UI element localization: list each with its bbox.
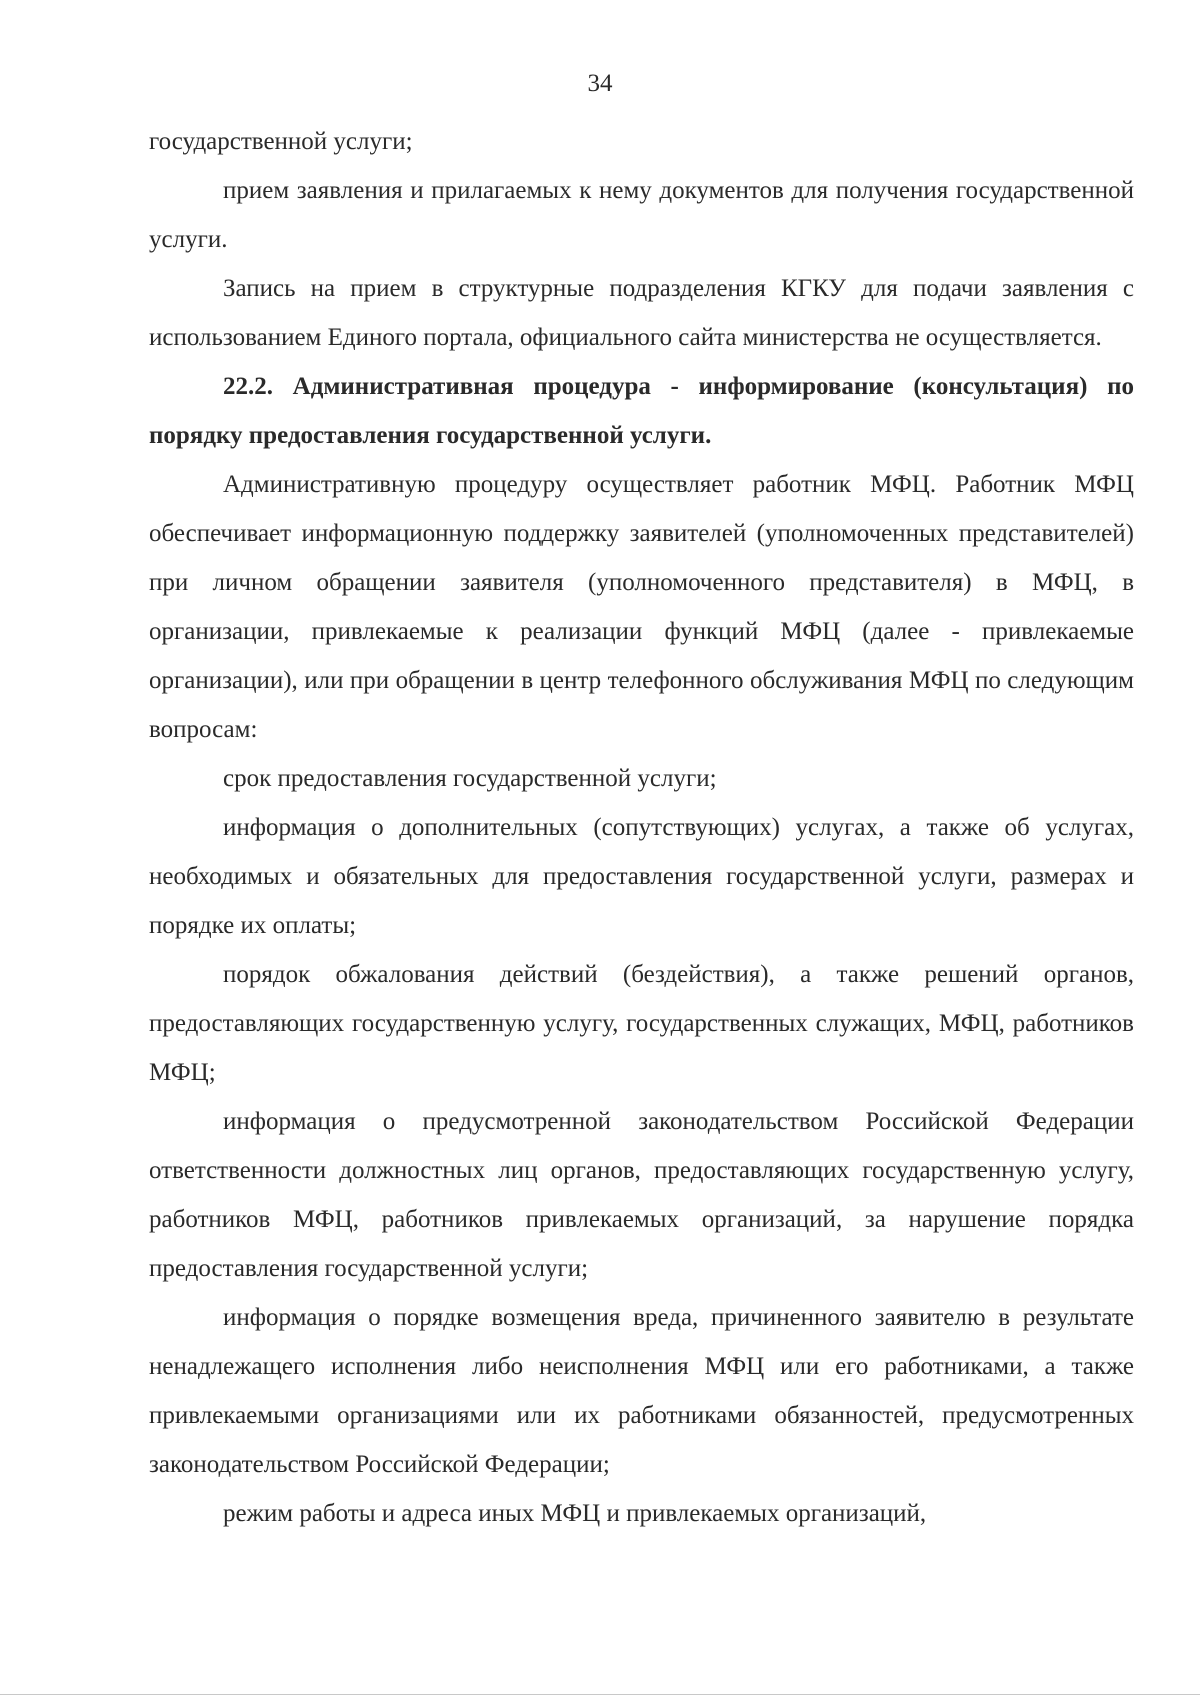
list-item-damages-compensation: информация о порядке возмещения вреда, причиненного заявителю в результате ненадлежащего исполнения либо неисполнения МФЦ или его работниками, а также привлекаемыми организациями или их работниками обязанностей, предусмотренных законодательством Российской Федерации; <box>149 1304 1134 1478</box>
list-item-working-hours: режим работы и адреса иных МФЦ и привлекаемых организаций, <box>223 1500 927 1527</box>
paragraph-appointment-note: Запись на прием в структурные подразделения КГКУ для подачи заявления с использованием Единого портала, официального сайта министерства не осуществляется. <box>149 275 1134 351</box>
paragraph-continuation: государственной услуги; <box>149 128 413 155</box>
list-item-additional-services: информация о дополнительных (сопутствующих) услугах, а также об услугах, необходимых и обязательных для предоставления государственной услуги, размерах и порядке их оплаты; <box>149 814 1134 939</box>
document-body <box>149 117 1134 1538</box>
paragraph-mfc-support: Административную процедуру осуществляет работник МФЦ. Работник МФЦ обеспечивает информационную поддержку заявителей (уполномоченных представителей) при личном обращении заявителя (уполномоченного представителя) в МФЦ, в организации, привлекаемые к реализации функций МФЦ (далее - привлекаемые организации), или при обращении в центр телефонного обслуживания МФЦ по следующим вопросам: <box>149 471 1134 743</box>
list-item-appeal-procedure: порядок обжалования действий (бездействия), а также решений органов, предоставляющих государственную услугу, государственных служащих, МФЦ, работников МФЦ; <box>149 961 1134 1086</box>
section-heading-22-2: 22.2. Административная процедура - информирование (консультация) по порядку предоставления государственной услуги. <box>149 373 1134 449</box>
paragraph-application-intake: прием заявления и прилагаемых к нему документов для получения государственной услуги. <box>149 177 1134 253</box>
page-bottom-divider <box>0 1694 1200 1695</box>
page-number: 34 <box>587 70 613 97</box>
list-item-liability: информация о предусмотренной законодательством Российской Федерации ответственности должностных лиц органов, предоставляющих государственную услугу, работников МФЦ, работников привлекаемых организаций, за нарушение порядка предоставления государственной услуги; <box>149 1108 1134 1282</box>
list-item-service-term: срок предоставления государственной услуги; <box>223 765 717 792</box>
